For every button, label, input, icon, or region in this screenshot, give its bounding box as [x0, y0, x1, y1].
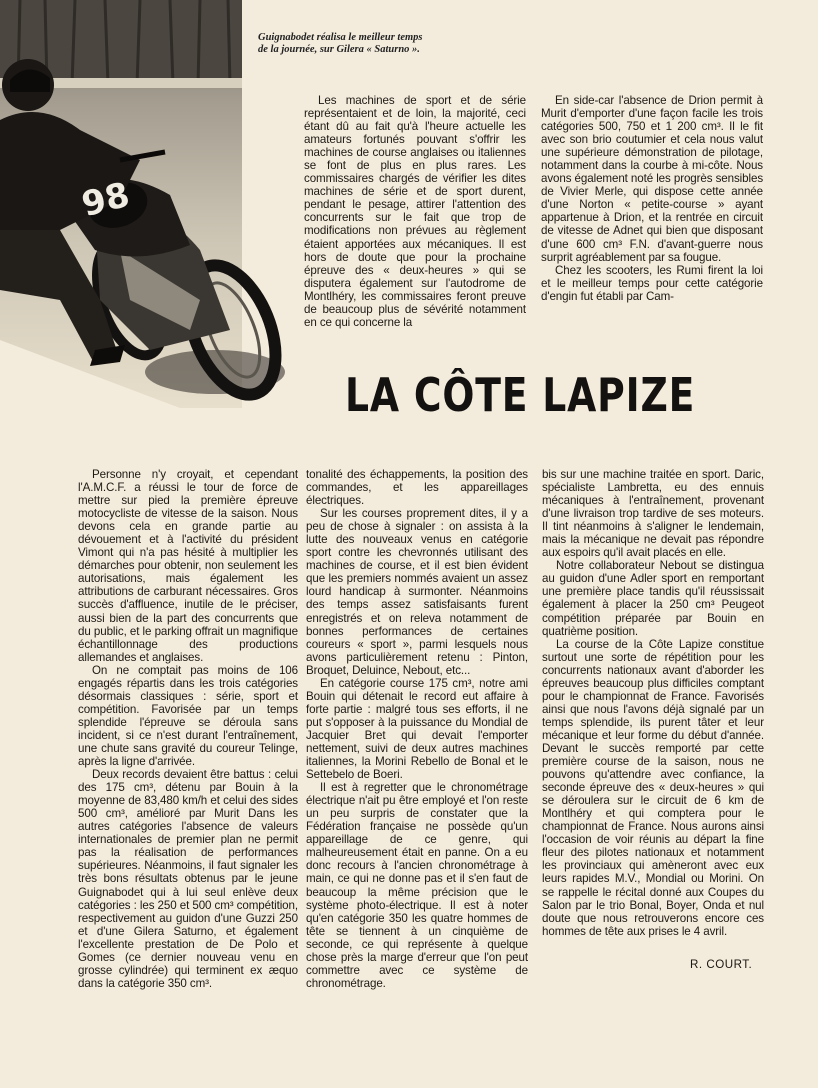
article-column-2 [306, 468, 528, 990]
paragraph: En side-car l'absence de Drion permit à Murit d'emporter d'une façon facile les trois catégories 500, 750 et 1 200 cm³. Il le fit avec son brio coutumier et cela nous valut une supérieure démonstration de pilotage, notamment dans la courbe à mi-côte. Nous avons également noté les progrès sensibles de Vivier Merle, qui dispose cette année d'une Norton « petite-course » ayant appartenue à Drion, et la rentrée en circuit de vitesse de Adnet qui bien que disposant d'une 600 cm³ F.N. d'avant-guerre nous surprit agréablement par sa fougue. [541, 94, 764, 264]
paragraph: La course de la Côte Lapize constitue surtout une sorte de répétition pour les concurrents nationaux avant d'aborder les épreuves beaucoup plus difficiles comptant pour le championnat de France. Favorisés ainsi que nous l'avons déjà signalé par un temps splendide, ils purent tâter et leur mécanique et leur forme du début d'année. Devant le succès remporté par cette première course de la saison, nous ne pouvons qu'attendre avec confiance, la seconde épreuve des « deux-heures » qui se déroulera sur le circuit de 6 km de Montlhéry et qui comptera pour le championnat de France. Nous aurons ainsi l'occasion de voir réunis au départ la fine fleur des pilotes nationaux et notamment les provinciaux qui amèneront avec eux leurs rapides M.V., Mondial ou Morini. On se rappelle le récital donné aux Coupes du Salon par le trio Bonal, Boyer, Onda et nul doute que nous retrouverons encore ces hommes de tête aux prises le 4 avril. [542, 637, 764, 938]
author-signature: R. COURT. [690, 958, 753, 971]
paragraph: tonalité des échappements, la position des commandes, et les appareillages électriques. [306, 468, 528, 508]
article-column-3 [542, 468, 764, 938]
intro-column-1 [304, 94, 526, 329]
paragraph: Deux records devaient être battus : celui des 175 cm³, détenu par Bouin à la moyenne de 83,480 km/h et celui des sides 500 cm³, amélioré par Murit Dans les autres catégories l'absence de valeurs internationales de premier plan ne permit pas la réalisation de performances supérieures. Néanmoins, il faut signaler les très bons résultats obtenus par le jeune Guignabodet qui à lui seul enlève deux catégories : les 250 et 500 cm³ compétition, respectivement au guidon d'une Guzzi 250 et d'une Gilera Saturno, et également l'excellente prestation de De Polo et Gomes (ce dernier nouveau venu en grosse cylindrée) qui terminent ex æquo dans la catégorie 350 cm³. [78, 768, 298, 990]
race-number: 98 [77, 174, 134, 226]
paragraph: Sur les courses proprement dites, il y a peu de chose à signaler : on assista à la lutte des nouveaux venus en catégorie sport contre les chevronnés utilisant des machines de course, et il est bien évident que les premiers nommés avaient un assez lourd handicap à surmonter. Néanmoins des temps assez satisfaisants furent enregistrés et on releva notamment de bonnes performances de certaines coureurs « sport », parmi lesquels nous avons particulièrement retenu : Pinton, Broquet, Deluince, Nebout, etc... [306, 507, 528, 677]
paragraph: Notre collaborateur Nebout se distingua au guidon d'une Adler sport en remportant une première place tandis qu'il réussissait également à placer la 250 cm³ Peugeot compétition préparée par Bouin en quatrième position. [542, 559, 764, 638]
paragraph: Personne n'y croyait, et cependant l'A.M.C.F. a réussi le tour de force de mettre sur pied la première épreuve motocycliste de vitesse de la saison. Nous devons cela en grande partie au dévouement et à l'activité du président Vimont qui n'a pas hésité à multiplier les démarches pour obtenir, non seulement les autorisations, mais également les attributions de carburant nécessaires. Gros succès d'affluence, inutile de le préciser, aussi bien de la part des concurrents que du public, et le parking offrait un magnifique échantillonnage des productions allemandes et anglaises. [78, 468, 298, 664]
article-column-1 [78, 468, 298, 990]
paragraph: Il est à regretter que le chronométrage électrique n'ait pu être employé et l'on reste un peu surpris de constater que la Fédération française ne possède qu'un appareillage de ce genre, qui malheureusement était en panne. On a eu donc recours à l'ancien chronométrage à main, ce qui ne donne pas et il s'en faut de beaucoup la même précision que le système photo-électrique. Il est à noter qu'en catégorie 350 les quatre hommes de tête se tiennent à un cinquième de seconde, ce qui représente à quelque chose près la marge d'erreur que l'on peut commettre avec ce système de chronométrage. [306, 781, 528, 990]
photo-caption: Guignabodet réalisa le meilleur temps de la journée, sur Gilera « Saturno ». [258, 32, 423, 55]
intro-column-2 [541, 94, 763, 303]
paragraph: Les machines de sport et de série représentaient et de loin, la majorité, ceci étant dû au fait qu'à l'heure actuelle les amateurs fortunés pouvant s'offrir les machines de course anglaises ou italiennes se font de plus en plus rares. Les commissaires chargés de vérifier les dites machines de série et de sport durent, pendant le pesage, attirer l'attention des concurrents sur le fait que trop de modifications non prévues au règlement étaient apportées aux mécaniques. Il est hors de doute que pour la prochaine épreuve des « deux-heures » qui se disputera également sur l'autodrome de Montlhéry, les commissaires feront preuve de beaucoup plus de sévérité notamment en ce qui concerne la [304, 94, 526, 329]
paragraph: On ne comptait pas moins de 106 engagés répartis dans les trois catégories désormais classiques : série, sport et compétition. Favorisée par un temps splendide l'épreuve se déroula sans incident, si ce n'est durant l'entraînement, une chute sans gravité du coureur Telinge, après la ligne d'arrivée. [78, 663, 298, 769]
paragraph: bis sur une machine traitée en sport. Daric, spécialiste Lambretta, eu des ennuis mécaniques à l'entraînement, provenant d'une livraison trop tardive de ses moteurs. Il tint néanmoins à s'aligner le lendemain, mais la mécanique ne devait pas répondre aux espoirs qu'il avait placés en elle. [542, 468, 764, 560]
paragraph: En catégorie course 175 cm³, notre ami Bouin qui détenait le record eut affaire à forte partie : malgré tous ses efforts, il ne put s'opposer à la puissance du Mondial de Jacquier Bret qui devait l'emporter nettement, suivi de deux autres machines italiennes, la Morini Rebello de Bonal et le Settebelo de Boeri. [306, 676, 528, 782]
article-headline: LA CÔTE LAPIZE [345, 368, 696, 422]
paragraph: Chez les scooters, les Rumi firent la loi et le meilleur temps pour cette catégorie d'engin fut établi par Cam- [541, 263, 763, 303]
motorcycle-photo [0, 0, 292, 408]
